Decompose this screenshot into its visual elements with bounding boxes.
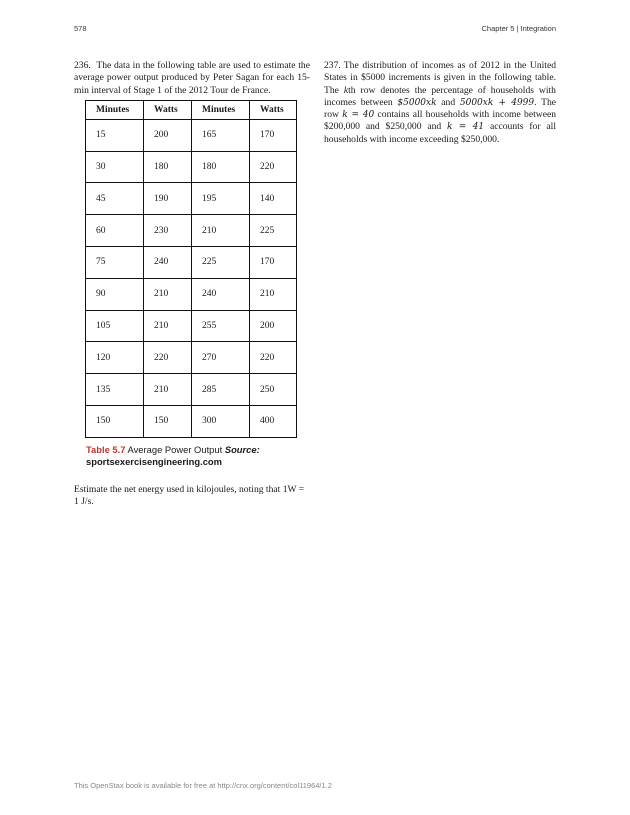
table-cell: 15 bbox=[86, 119, 144, 151]
table-cell: 120 bbox=[86, 342, 144, 374]
problem-236-text: The data in the following table are used to estimate the average power output produced by Peter Sagan for each 15-min interval of Stage 1 of the 2012 Tour de France. bbox=[74, 60, 310, 96]
table-cell: 255 bbox=[192, 310, 250, 342]
table-cell: 75 bbox=[86, 247, 144, 279]
table-cell: 225 bbox=[250, 215, 297, 247]
table-header-row bbox=[86, 100, 297, 119]
table-row bbox=[86, 247, 297, 279]
table-cell: 220 bbox=[144, 342, 192, 374]
table-cell: 30 bbox=[86, 151, 144, 183]
table-cell: 90 bbox=[86, 278, 144, 310]
text-segment: contains all households with income between $200,000 and $250,000 and bbox=[324, 109, 557, 133]
table-cell: 150 bbox=[86, 406, 144, 438]
table-cell: 285 bbox=[192, 374, 250, 406]
table-cell: 195 bbox=[192, 183, 250, 215]
table-row bbox=[86, 342, 297, 374]
table-cell: 240 bbox=[192, 278, 250, 310]
caption-source: sportsexercisengineering.com bbox=[86, 455, 222, 467]
problem-236-number: 236. bbox=[74, 60, 91, 71]
footer-notice: This OpenStax book is available for free at http://cnx.org/content/col11964/1.2 bbox=[74, 781, 332, 790]
table-cell: 210 bbox=[144, 310, 192, 342]
table-cell: 200 bbox=[144, 119, 192, 151]
table-row bbox=[86, 406, 297, 438]
table-cell: 220 bbox=[250, 342, 297, 374]
table-row bbox=[86, 374, 297, 406]
table-cell: 400 bbox=[250, 406, 297, 438]
table-cell: 210 bbox=[192, 215, 250, 247]
math-expression: k = 41 bbox=[447, 122, 485, 133]
table-header-cell: Watts bbox=[250, 100, 297, 119]
text-segment: th row denotes the percentage of households with incomes between bbox=[324, 84, 556, 108]
table-cell: 180 bbox=[144, 151, 192, 183]
table-cell: 230 bbox=[144, 215, 192, 247]
table-body bbox=[86, 119, 297, 437]
table-cell: 220 bbox=[250, 151, 297, 183]
table-cell: 150 bbox=[144, 406, 192, 438]
problem-237 bbox=[324, 60, 556, 146]
table-header-cell: Minutes bbox=[192, 100, 250, 119]
table-row bbox=[86, 310, 297, 342]
text-segment: accounts for all households with income exceeding $250,000. bbox=[324, 121, 556, 145]
problem-236 bbox=[74, 60, 310, 508]
table-cell: 180 bbox=[192, 151, 250, 183]
table-row bbox=[86, 119, 297, 151]
table-row bbox=[86, 215, 297, 247]
table-cell: 225 bbox=[192, 247, 250, 279]
table-cell: 240 bbox=[144, 247, 192, 279]
table-row bbox=[86, 183, 297, 215]
table-cell: 270 bbox=[192, 342, 250, 374]
table-cell: 200 bbox=[250, 310, 297, 342]
table-header-cell: Minutes bbox=[86, 100, 144, 119]
table-row bbox=[86, 151, 297, 183]
table-row bbox=[86, 278, 297, 310]
caption-label: Table 5.7 bbox=[86, 443, 126, 455]
problem-237-number: 237. bbox=[324, 60, 341, 71]
caption-title: Average Power Output bbox=[127, 443, 223, 455]
table-cell: 210 bbox=[144, 374, 192, 406]
table-header-cell: Watts bbox=[144, 100, 192, 119]
page-number: 578 bbox=[74, 24, 87, 33]
table-cell: 210 bbox=[250, 278, 297, 310]
text-segment: and bbox=[436, 96, 460, 108]
problem-236-intro bbox=[74, 60, 310, 97]
chapter-header: Chapter 5 | Integration bbox=[481, 24, 556, 33]
text-segment: The distribution of incomes as of 2012 in the United States in $5000 increments is given in the following table. The bbox=[324, 60, 556, 96]
k-variable: k bbox=[343, 84, 349, 96]
table-cell: 140 bbox=[250, 183, 297, 215]
math-expression: $5000xk bbox=[397, 97, 437, 108]
problem-236-question: Estimate the net energy used in kilojoules, noting that 1W = 1 J/s. bbox=[74, 483, 305, 508]
math-expression: 5000xk + 4999 bbox=[459, 97, 535, 108]
table-cell: 210 bbox=[144, 278, 192, 310]
caption-source-label: Source: bbox=[224, 443, 260, 455]
table-caption bbox=[86, 444, 310, 468]
table-cell: 170 bbox=[250, 119, 297, 151]
table-cell: 300 bbox=[192, 406, 250, 438]
table-cell: 105 bbox=[86, 310, 144, 342]
table-cell: 170 bbox=[250, 247, 297, 279]
power-output-table bbox=[85, 100, 297, 438]
text-segment: . The row bbox=[324, 96, 557, 121]
table-cell: 45 bbox=[86, 183, 144, 215]
math-expression: k = 40 bbox=[342, 110, 375, 121]
table-cell: 60 bbox=[86, 215, 144, 247]
problem-237-text bbox=[324, 60, 556, 146]
table-cell: 135 bbox=[86, 374, 144, 406]
table-cell: 190 bbox=[144, 183, 192, 215]
table-cell: 250 bbox=[250, 374, 297, 406]
table-cell: 165 bbox=[192, 119, 250, 151]
